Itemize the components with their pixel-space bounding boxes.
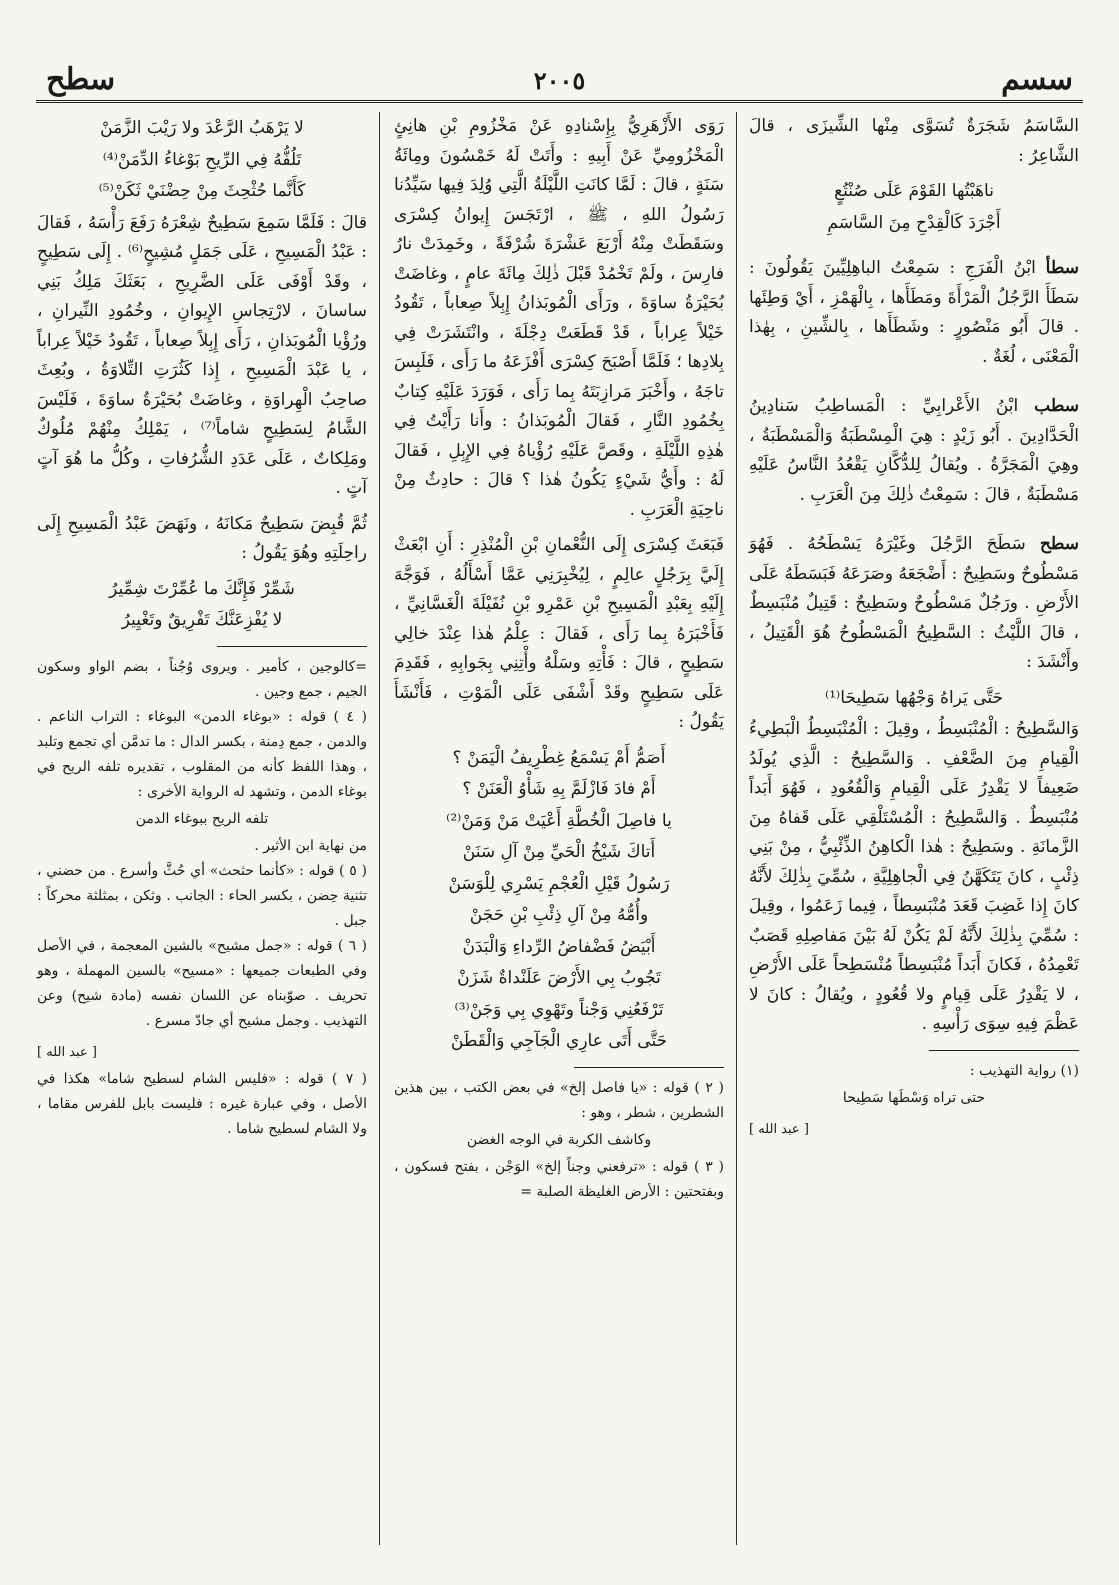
column-divider [379,112,380,1545]
verse-line: حَتَّى يَراهُ وَجْهُها سَطِيحَا⁽¹⁾ [825,687,1003,708]
verse-line: لا يَرْهَبُ الرَّعْدَ ولا رَيْبَ الزَّمَنْ [100,118,304,138]
verse-line: أَمْ فادَ فَازْلَمَّ بِهِ شَأْوُ الْعَنَنْ ؟ [462,779,656,799]
verse-line: شَمِّرْ فَإِنَّكَ ما عُمِّرْتَ شِمِّيرُ [109,578,295,599]
footnote-signature: [ عبد الله ] [749,1121,809,1137]
column-middle [394,112,724,1205]
footnote-5: ( ٥ ) قوله : «كأنما حثحث» أي حُثَّ وأسرع . من حضني ، تثنية حِضن ، بكسر الحاء : الجانب . وثكن ، بمثلثة محركاً : جبل . [37,862,367,929]
footnote-7: ( ٧ ) قوله : «فليس الشام لسطيح شاما» هكذا في الأصل ، وفي عبارة غيره : فليست بابل للفرس مقاما ، ولا الشام لسطيح شاما . [37,1071,367,1137]
verse-line: تَرْفَعُنِي وَجْناً وتَهْوِي بِي وَجَنْ⁽³⁾ [454,999,664,1020]
verse-line: أَتاكَ شَيْخُ الْحَيِّ مِنْ آلِ سَنَنْ [462,842,656,862]
verse-line: كَأَنَّما حُثْحِثَ مِنْ حِضْنَيْ ثَكَنْ⁽⁵⁾ [98,181,306,201]
entry-headword: سطب [1034,396,1080,416]
paragraph: السَّاسَمُ شَجَرَةٌ تُسَوَّى مِنْها الشِّيزَى ، قالَ الشَّاعِرُ : [749,116,1079,166]
verse-line: رَسُولُ قَيْلِ الْعُجْمِ يَسْرِي لِلْوَسَنْ [448,873,670,894]
column-divider [736,112,737,1545]
footnote-rule [574,1067,724,1068]
footnote-continued: =كالوجين ، كأمير . ويروى وُجُناً ، بضم الواو وسكون الجيم ، جمع وجين . [37,658,367,700]
footnote-verse: حتى تراه وَسْطَها سَطِيحا [842,1089,986,1106]
entry-text: ابْنُ الْفَرَجِ : سَمِعْتُ الباهِلِيِّينَ يَقُولُونَ : سَطَأَ الرَّجُلُ الْمَرْأَةَ ومَطَأَها ، بِالْهَمْزِ ، أَيْ وَطِئَها . قالَ أَبُو مَنْصُورٍ : وشَطَأَها ، بِالشِّينِ ، بِهٰذا الْمَعْنَى ، لُغَةٌ . [749,258,1079,367]
entry-text: ابْنُ الأَعْرابِيِّ : الْمَساطِبُ سَنادِينُ الْحَدَّادِينَ . أَبُو زَيْدٍ : هِيَ الْمِسْطَبَةُ وَالْمَسْطَبَةُ ، وهِيَ الْمَجَرَّةُ . ويُقالُ لِلدُّكَّانِ يَقْعُدُ النَّاسُ عَلَيْهِ مَسْطَبَةٌ ، قالَ : سَمِعْتُ ذٰلِكَ مِنَ الْعَرَبِ . [749,396,1079,505]
footnote-verse: وكاشف الكربة في الوجه الغضن [466,1131,652,1148]
column-right [749,112,1079,1144]
column-left [37,112,367,1142]
verse-line: أَبْيَضُ فَضْفاضُ الرِّداءِ وَالْبَدَنْ [462,936,656,957]
entry-sth [749,530,1079,678]
entry-headword: سطح [1039,534,1080,554]
paragraph: ثُمَّ قُبِضَ سَطِيحٌ مَكانَهُ ، ونَهَضَ عَبْدُ الْمَسِيحِ إِلَى راحِلَتِهِ وهُوَ يَقُولُ : [37,513,367,563]
header-right-word: سسم [1001,62,1073,97]
verse-line: ناهَبْتُها القَوْمَ عَلَى صُنْتُعٍ [834,181,994,201]
page-number: ٢٠٠٥ [533,66,586,95]
verse-line: يا فاصِلَ الْخُطَّةِ أَعْيَتْ مَنْ وَمَنْ⁽²⁾ [446,810,672,831]
footnote-4: ( ٤ ) قوله : «بوغاء الدمن» البوغاء : التراب الناعم . والدمن ، جمع دِمنة ، بكسر الدال : ما تدمَّن أي تجمع وتلبد ، وهذا اللفظ كأنه من المقلوب ، تقديره تلفه الريح في بوغاء الدمن ، وتشهد له الرواية الأخرى : [36,708,368,800]
verse-line: حَتَّى أَتَى عارِي الْجَآجِي وَالْقَطَنْ [450,1031,668,1051]
verse-line: أَجْرَدَ كَالْقِدْحِ مِنَ السَّاسَمِ [827,212,1001,233]
verse-line: لا يُفْزِعَنَّكَ تَفْرِيقٌ وتَغْيِيرُ [121,610,283,630]
footnote-rule [217,646,367,647]
footnote-source: من نهاية ابن الأثير . [254,837,367,854]
verse-line: وأُمُّهُ مِنْ آلِ ذِئْبِ بْنِ حَجَنْ [469,905,649,925]
verse-line: تَجُوبُ بِي الأَرْضَ عَلَنْداةٌ شَزَنْ [457,968,661,988]
entry-headword: سطأ [1045,258,1080,278]
header-rule [36,100,1083,103]
entry-text: سَطَحَ الرَّجُلَ وغَيْرَهُ يَسْطَحُهُ . فَهُوَ مَسْطُوحٌ وسَطِيحٌ : أَضْجَعَهُ وصَرَعَهُ فَبَسَطَهُ عَلَى الأَرْضِ . ورَجُلٌ مَسْطُوحٌ وسَطِيحٌ : قَتِيلٌ مُنْبَسِطٌ ، قالَ اللَّيْثُ : السَّطِيحُ الْمَسْطُوحُ هُوَ الْقَتِيلُ ، وأَنْشَدَ : [749,534,1079,672]
header-left-word: سطح [46,62,116,97]
footnote-2: ( ٢ ) قوله : «يا فاصل إلخ» في بعض الكتب ، بين هذين الشطرين ، شطر ، وهو : [394,1079,724,1121]
footnote-3: ( ٣ ) قوله : «ترفعني وجناً إلخ» الوَجْن ، بفتح فسكون ، وبفتحتين : الأرض الغليظة الصلبة = [394,1158,724,1200]
page-header [36,62,1083,104]
footnote-signature: [ عبد الله ] [37,1044,97,1060]
paragraph: فَبَعَثَ كِسْرَى إِلَى النُّعْمانِ بْنِ الْمُنْذِرِ : أَنِ ابْعَثْ إِلَيَّ بِرَجُلٍ عالِمٍ ، لِيُخْبِرَنِي عَمَّا أَسْأَلُهُ ، فَوَجَّهَ إِلَيْهِ بِعَبْدِ الْمَسِيحِ بْنِ عَمْرِو بْنِ نُفَيْلَةَ الْغَسَّانِيِّ ، فَأَخْبَرَهُ بِما رَأَى ، فَقالَ : عِلْمُ هٰذا عِنْدَ خالِي سَطِيحٍ ، قالَ : فَأْتِهِ وسَلْهُ وأْتِنِي بِجَوابِهِ ، فَقَدِمَ عَلَى سَطِيحٍ وقَدْ أَشْفَى عَلَى الْمَوْتِ ، فَأَنْشَأَ يَقُولُ : [394,535,724,732]
footnote-verse: تلفه الريح ببوغاء الدمن [135,810,269,827]
footnote-1: (١) رواية التهذيب : [969,1062,1079,1079]
verse-line: تَلُفُّهُ فِي الرِّيحِ بَوْغاءُ الدِّمَنْ⁽⁴⁾ [102,149,302,170]
footnote-rule [929,1050,1079,1051]
paragraph: وَالسَّطِيحُ : الْمُنْبَسِطُ ، وقِيلَ : الْمُنْبَسِطُ الْبَطِيءُ الْقِيامِ مِنَ الضَّعْفِ . وَالسَّطِيحُ : الَّذِي يُولَدُ ضَعِيفاً لا يَقْدِرُ عَلَى الْقِيامِ وَالْقُعُودِ ، فَهُوَ أَبَداً مُنْبَسِطٌ . وَالسَّطِيحُ : الْمُسْتَلْقِي عَلَى قَفاهُ مِنَ الزَّمانَةِ . وسَطِيحٌ : هٰذا الْكاهِنُ الذِّئْبِيُّ ، مِنْ بَنِي ذِئْبٍ ، كانَ يَتَكَهَّنُ فِي الْجاهِلِيَّةِ ، سُمِّيَ بِذٰلِكَ لأَنَّهُ كانَ إِذا غَضِبَ قَعَدَ مُنْبَسِطاً ، فِيما زَعَمُوا ، وقِيلَ : سُمِّيَ بِذٰلِكَ لأَنَّهُ لَمْ يَكُنْ لَهُ بَيْنَ مَفاصِلِهِ قَصَبٌ تَعْمِدُهُ ، فَكانَ أَبَداً مُنْبَسِطاً مُنْسَطِحاً عَلَى الأَرْضِ ، لا يَقْدِرُ عَلَى قِيامٍ ولا قُعُودٍ ، ويُقالُ : كانَ لا عَظْمَ فِيهِ سِوَى رَأْسِهِ . [749,719,1079,1034]
paragraph: رَوَى الأَزْهَرِيُّ بِإِسْنادِهِ عَنْ مَخْزُومِ بْنِ هانِئٍ الْمَخْزُومِيِّ عَنْ أَبِيهِ : وأَتَتْ لَهُ خَمْسُونَ ومِائَةُ سَنَةٍ ، قالَ : لَمَّا كانَتِ اللَّيْلَةُ الَّتِي وُلِدَ فِيها سَيِّدُنا رَسُولُ اللهِ ، ﷺ ، ارْتَجَسَ إِيوانُ كِسْرَى وسَقَطَتْ مِنْهُ أَرْبَعَ عَشْرَةَ شُرْفَةً ، وخَمِدَتْ نارُ فارِسَ ، ولَمْ تَخْمُدْ قَبْلَ ذٰلِكَ مِائَةَ عامٍ ، وغاضَتْ بُحَيْرَةُ ساوَةَ ، ورَأَى الْمُوبَذانُ إِبِلاً صِعاباً ، تَقُودُ خَيْلاً عِراباً ، قَدْ قَطَعَتْ دِجْلَةَ ، وانْتَشَرَتْ فِي بِلادِها ؛ فَلَمَّا أَصْبَحَ كِسْرَى أَفْزَعَهُ ما رَأَى ، فَلَبِسَ تاجَهُ ، وأَخْبَرَ مَرازِبَتَهُ بِما رَأَى ، فَوَرَدَ عَلَيْهِ كِتابٌ بِخُمُودِ النَّارِ ، فَقالَ الْمُوبَذانُ : وأَنا رَأَيْتُ فِي هٰذِهِ اللَّيْلَةِ ، وقَصَّ عَلَيْهِ رُؤْياهُ فِي الإِبِلِ ، فَقالَ لَهُ : وأَيُّ شَيْءٍ يَكُونُ هٰذا ؟ قالَ : حادِثٌ مِنْ ناحِيَةِ الْعَرَبِ . [394,116,724,520]
entry-sta [749,254,1079,372]
verse-line: أَصَمُّ أَمْ يَسْمَعُ غِطْرِيفُ الْيَمَنْ ؟ [452,747,666,768]
entry-stb [749,392,1079,510]
paragraph: قالَ : فَلَمَّا سَمِعَ سَطِيحٌ شِعْرَهُ رَفَعَ رَأْسَهُ ، فَقالَ : عَبْدُ الْمَسِيحِ ، عَلَى جَمَلٍ مُشِيحٍ⁽⁶⁾ . إِلَى سَطِيحٍ ، وقَدْ أَوْفَى عَلَى الضَّرِيحِ ، بَعَثَكَ مَلِكُ بَنِي ساسانَ ، لارْتِجاسِ الإِيوانِ ، وخُمُودِ النِّيرانِ ، ورُؤْيا الْمُوبَذانِ ، رَأَى إِبِلاً صِعاباً ، تَقُودُ خَيْلاً عِراباً ، يا عَبْدَ الْمَسِيحِ ، إِذا كَثُرَتِ التِّلاوَةُ ، وبُعِثَ صاحِبُ الْهِراوَةِ ، وغاضَتْ بُحَيْرَةُ ساوَةَ ، فَلَيْسَ الشَّامُ لِسَطِيحٍ شاماً⁽⁷⁾ ، يَمْلِكُ مِنْهُمْ مُلُوكٌ ومَلِكاتٌ ، عَلَى عَدَدِ الشُّرُفاتِ ، وكُلُّ ما هُوَ آتٍ آتٍ . [37,212,367,498]
footnote-6: ( ٦ ) قوله : «جمل مشيح» بالشين المعجمة ، في الأصل وفي الطبعات جميعها : «مسيح» بالسين المهملة ، وهو تحريف . صوّبناه عن اللسان نفسه (مادة شيح) وعن التهذيب . وجمل مشيح أي جادّ مسرع . [37,937,367,1029]
